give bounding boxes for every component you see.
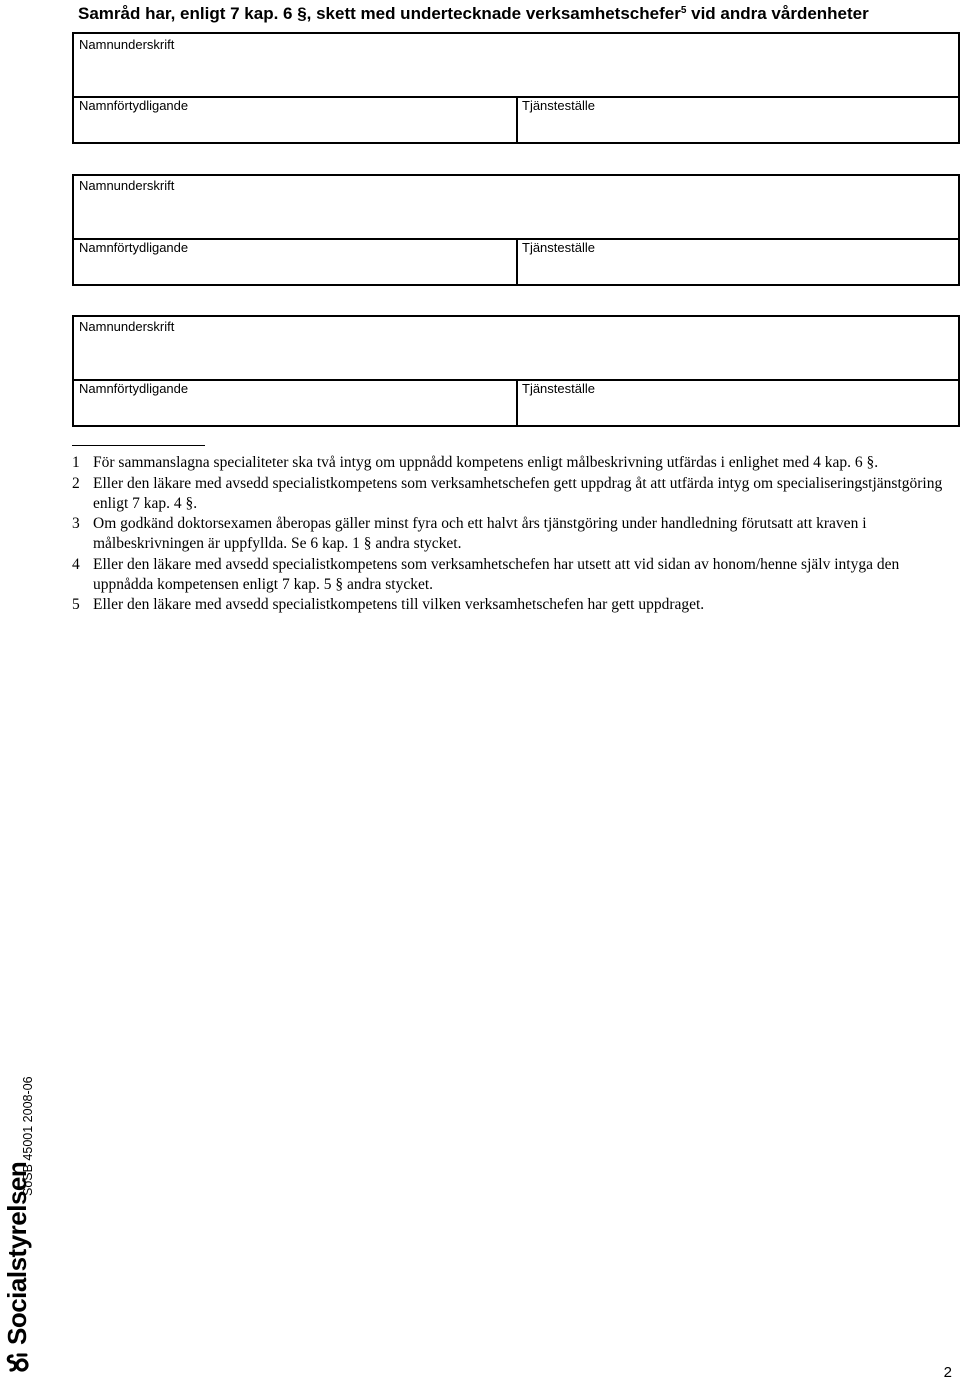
footnote-text: För sammanslagna specialiteter ska två intyg om uppnådd kompetens enligt målbeskrivning utfärdas i enlighet med 4 kap. 6 §.	[93, 454, 879, 471]
footnote-3	[72, 514, 958, 554]
footnote-1	[72, 453, 958, 473]
field-divider	[516, 238, 518, 284]
signature-block-3	[72, 315, 960, 427]
field-divider	[516, 379, 518, 425]
heading-text-end: vid andra vårdenheter	[686, 4, 869, 23]
form-code: SoSB 45001 2008-06	[21, 1076, 35, 1196]
footnote-2	[72, 474, 958, 514]
signature-details-row	[74, 379, 958, 425]
signature-field[interactable]	[74, 34, 958, 98]
signature-details-row	[74, 96, 958, 142]
field-divider	[516, 96, 518, 142]
page-heading	[78, 0, 869, 25]
footnote-text: Om godkänd doktorsexamen åberopas gäller minst fyra och ett halvt års tjänstgöring under handledning förutsatt att kraven i målbeskrivningen är uppfyllda. Se 6 kap. 1 § andra stycket.	[93, 515, 867, 552]
heading-footnote-ref: 5	[680, 5, 687, 16]
footnote-text: Eller den läkare med avsedd specialistkompetens som verksamhetschefen gett uppdrag åt att utfärda intyg om specialiseringstjänstgöring enligt 7 kap. 4 §.	[93, 474, 943, 512]
name-clarification-label: Namnförtydligande	[79, 381, 189, 396]
signature-label: Namnunderskrift	[79, 37, 175, 52]
name-clarification-label: Namnförtydligande	[79, 98, 189, 113]
footnote-4	[72, 555, 958, 595]
signature-details-row	[74, 238, 958, 284]
footnote-text: Eller den läkare med avsedd specialistkompetens till vilken verksamhetschefen har gett uppdraget.	[93, 596, 705, 613]
footnote-number: 1	[72, 454, 80, 471]
heading-text: Samråd har, enligt 7 kap. 6 §, skett med undertecknade verksamhetschefer	[78, 4, 681, 23]
footnote-separator	[72, 445, 205, 446]
workplace-label: Tjänsteställe	[522, 381, 595, 396]
signature-label: Namnunderskrift	[79, 178, 175, 193]
footnote-number: 3	[72, 515, 80, 532]
footnotes	[72, 453, 958, 616]
workplace-label: Tjänsteställe	[522, 98, 595, 113]
signature-label: Namnunderskrift	[79, 319, 175, 334]
signature-field[interactable]	[74, 176, 958, 240]
brand-name: Socialstyrelsen	[2, 1161, 32, 1345]
socialstyrelsen-logo	[1, 1162, 33, 1375]
footnote-number: 5	[72, 596, 80, 613]
signature-block-1	[72, 32, 960, 144]
workplace-label: Tjänsteställe	[522, 240, 595, 255]
footnote-5	[72, 595, 958, 615]
signature-block-2	[72, 174, 960, 286]
page-number: 2	[943, 1364, 952, 1381]
footnote-number: 4	[72, 555, 80, 573]
name-clarification-label: Namnförtydligande	[79, 240, 189, 255]
logo-mark-icon	[5, 1351, 29, 1375]
signature-field[interactable]	[74, 317, 958, 381]
footnote-number: 2	[72, 474, 80, 492]
footnote-text: Eller den läkare med avsedd specialistkompetens som verksamhetschefen har utsett att vid sidan av honom/henne själv intyga den uppnådda kompetensen enligt 7 kap. 5 § andra stycket.	[93, 555, 900, 593]
